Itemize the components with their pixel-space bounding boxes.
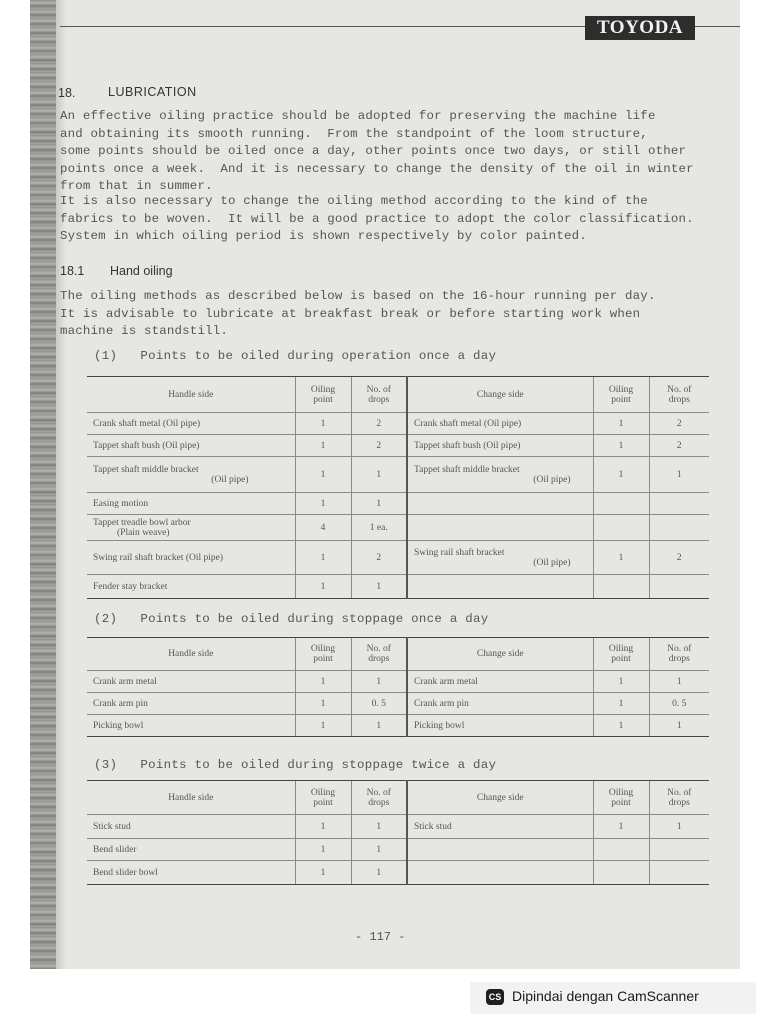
handle-drops: 1 [351, 493, 407, 515]
table1-caption: (1) Points to be oiled during operation once a day [94, 349, 497, 363]
change-item [407, 839, 593, 861]
change-item [407, 575, 593, 599]
change-oiling-point [593, 493, 649, 515]
header-drops-line2: drops [368, 654, 390, 664]
handle-item-line1: Tappet treadle bowl arbor [93, 517, 191, 528]
change-item: Crank arm metal [407, 671, 593, 693]
section-number: 18. [58, 86, 76, 100]
intro-paragraph: An effective oiling practice should be adopted for preserving the machine life and obtaining its smooth running. From the standpoint of the loom structure, some points should be oiled once a day, other points once two days, or still other points once a week. And it is necessary to change the density of the oil in winter from that in summer. [60, 109, 694, 193]
hand-oiling-paragraph: The oiling methods as described below is based on the 16-hour running per day. It is advisable to lubricate at breakfast break or before starting work when machine is standstill. [60, 289, 656, 338]
handle-item [87, 515, 295, 541]
header-drops-line1: No. of [667, 644, 692, 654]
handle-oiling-point: 1 [295, 861, 351, 885]
handle-drops: 1 [351, 575, 407, 599]
toyoda-logo: TOYODA [585, 16, 695, 40]
table2 [87, 637, 709, 737]
table-header-row [87, 638, 709, 671]
handle-oiling-point: 1 [295, 575, 351, 599]
handle-item: Crank arm pin [87, 693, 295, 715]
change-drops [649, 575, 709, 599]
handle-drops: 2 [351, 413, 407, 435]
table-row [87, 493, 709, 515]
table3 [87, 780, 709, 885]
header-oiling-point [295, 377, 351, 413]
handle-item: Tappet shaft bush (Oil pipe) [87, 435, 295, 457]
handle-drops: 0. 5 [351, 693, 407, 715]
table-header-row [87, 781, 709, 815]
header-oiling-line2: point [611, 394, 631, 405]
handle-item-line2: (Plain weave) [117, 527, 170, 538]
header-drops-line1: No. of [366, 787, 391, 798]
handle-oiling-point: 1 [295, 693, 351, 715]
change-item: Picking bowl [407, 715, 593, 737]
handle-item: Crank shaft metal (Oil pipe) [87, 413, 295, 435]
table3-caption: (3) Points to be oiled during stoppage twice a day [94, 758, 497, 772]
change-item: Crank arm pin [407, 693, 593, 715]
header-oiling-line2: point [611, 797, 631, 808]
table1 [87, 376, 709, 599]
change-item: Tappet shaft bush (Oil pipe) [407, 435, 593, 457]
header-change-side: Change side [407, 377, 593, 413]
change-item-line1: Tappet shaft middle bracket [414, 464, 520, 475]
table-row [87, 575, 709, 599]
table-row [87, 839, 709, 861]
change-drops: 0. 5 [649, 693, 709, 715]
change-item [407, 457, 593, 493]
header-oiling-line2: point [313, 654, 333, 664]
handle-drops: 2 [351, 541, 407, 575]
header-drops [351, 638, 407, 671]
header-oiling-line2: point [611, 654, 631, 664]
handle-drops: 1 [351, 815, 407, 839]
handle-item: Fender stay bracket [87, 575, 295, 599]
header-drops [351, 781, 407, 815]
header-oiling-line1: Oiling [310, 384, 336, 395]
table-row [87, 815, 709, 839]
change-item: Stick stud [407, 815, 593, 839]
handle-item: Easing motion [87, 493, 295, 515]
header-drops [351, 377, 407, 413]
handle-oiling-point: 1 [295, 457, 351, 493]
header-drops-line2: drops [668, 797, 690, 808]
change-oiling-point: 1 [593, 435, 649, 457]
change-oiling-point [593, 515, 649, 541]
change-oiling-point [593, 839, 649, 861]
handle-oiling-point: 1 [295, 815, 351, 839]
change-oiling-point: 1 [593, 541, 649, 575]
subsection-number: 18.1 [60, 264, 85, 278]
change-oiling-point [593, 575, 649, 599]
header-oiling-point [295, 638, 351, 671]
handle-item-line2: (Oil pipe) [211, 474, 249, 485]
table-row [87, 541, 709, 575]
change-item [407, 515, 593, 541]
table-header-row [87, 377, 709, 413]
camscanner-text: Dipindai dengan CamScanner [512, 988, 699, 1004]
handle-oiling-point: 1 [295, 839, 351, 861]
change-drops [649, 861, 709, 885]
change-oiling-point: 1 [593, 671, 649, 693]
handle-oiling-point: 1 [295, 435, 351, 457]
header-drops-line2: drops [668, 654, 690, 664]
handle-oiling-point: 1 [295, 413, 351, 435]
page-number: - 117 - [355, 930, 406, 944]
header-oiling-point [593, 781, 649, 815]
handle-oiling-point: 1 [295, 671, 351, 693]
header-change-side: Change side [407, 781, 593, 815]
header-drops-line2: drops [368, 394, 390, 405]
handle-item: Crank arm metal [87, 671, 295, 693]
header-drops [649, 377, 709, 413]
handle-item: Picking bowl [87, 715, 295, 737]
change-oiling-point [593, 861, 649, 885]
change-item-line2: (Oil pipe) [533, 474, 571, 485]
header-oiling-line1: Oiling [310, 787, 336, 798]
header-oiling-point [593, 638, 649, 671]
header-drops-line1: No. of [667, 787, 692, 798]
header-drops-line2: drops [668, 394, 690, 405]
table-row [87, 671, 709, 693]
table-row [87, 715, 709, 737]
camscanner-icon: CS [486, 989, 504, 1005]
table-row [87, 515, 709, 541]
change-drops: 2 [649, 413, 709, 435]
change-oiling-point: 1 [593, 715, 649, 737]
table-row [87, 435, 709, 457]
change-drops [649, 839, 709, 861]
change-oiling-point: 1 [593, 457, 649, 493]
header-drops-line1: No. of [366, 644, 391, 654]
handle-drops: 1 [351, 861, 407, 885]
handle-drops: 1 [351, 839, 407, 861]
handle-oiling-point: 1 [295, 715, 351, 737]
handle-item: Stick stud [87, 815, 295, 839]
change-item [407, 541, 593, 575]
change-oiling-point: 1 [593, 815, 649, 839]
handle-drops: 1 [351, 715, 407, 737]
handle-drops: 2 [351, 435, 407, 457]
header-drops [649, 781, 709, 815]
change-oiling-point: 1 [593, 413, 649, 435]
table-row [87, 693, 709, 715]
header-oiling-point [593, 377, 649, 413]
header-oiling-line1: Oiling [608, 787, 634, 798]
second-paragraph: It is also necessary to change the oiling method according to the kind of the fabrics to be woven. It will be a good practice to adopt the color classification. System in which oiling period is shown respectively by color painted. [60, 194, 694, 243]
header-oiling-line1: Oiling [608, 644, 634, 654]
table-row [87, 861, 709, 885]
handle-drops: 1 ea. [351, 515, 407, 541]
header-handle-side: Handle side [87, 638, 295, 671]
header-oiling-line1: Oiling [608, 384, 634, 395]
change-drops [649, 515, 709, 541]
handle-drops: 1 [351, 671, 407, 693]
handle-item: Swing rail shaft bracket (Oil pipe) [87, 541, 295, 575]
handle-oiling-point: 1 [295, 541, 351, 575]
subsection-title: Hand oiling [110, 264, 173, 278]
change-item-line2: (Oil pipe) [533, 557, 571, 568]
change-drops: 1 [649, 815, 709, 839]
change-item-line1: Swing rail shaft bracket [414, 547, 505, 558]
handle-item: Bend slider bowl [87, 861, 295, 885]
handle-item-line1: Tappet shaft middle bracket [93, 464, 199, 475]
change-item: Crank shaft metal (Oil pipe) [407, 413, 593, 435]
header-handle-side: Handle side [87, 377, 295, 413]
header-oiling-line1: Oiling [310, 644, 336, 654]
handle-oiling-point: 4 [295, 515, 351, 541]
table-row [87, 413, 709, 435]
handle-drops: 1 [351, 457, 407, 493]
header-handle-side: Handle side [87, 781, 295, 815]
handle-oiling-point: 1 [295, 493, 351, 515]
header-oiling-line2: point [313, 394, 333, 405]
change-drops [649, 493, 709, 515]
change-oiling-point: 1 [593, 693, 649, 715]
header-oiling-line2: point [313, 797, 333, 808]
header-drops-line1: No. of [667, 384, 692, 395]
change-drops: 1 [649, 715, 709, 737]
table-row [87, 457, 709, 493]
change-drops: 1 [649, 457, 709, 493]
header-change-side: Change side [407, 638, 593, 671]
binding-edge [30, 0, 56, 969]
change-drops: 1 [649, 671, 709, 693]
handle-item [87, 457, 295, 493]
header-drops-line1: No. of [366, 384, 391, 395]
handle-item: Bend slider [87, 839, 295, 861]
change-item [407, 861, 593, 885]
change-item [407, 493, 593, 515]
header-drops-line2: drops [368, 797, 390, 808]
header-drops [649, 638, 709, 671]
header-oiling-point [295, 781, 351, 815]
change-drops: 2 [649, 435, 709, 457]
table2-caption: (2) Points to be oiled during stoppage once a day [94, 612, 489, 626]
section-title: LUBRICATION [108, 85, 197, 99]
scanned-page [30, 0, 740, 969]
change-drops: 2 [649, 541, 709, 575]
